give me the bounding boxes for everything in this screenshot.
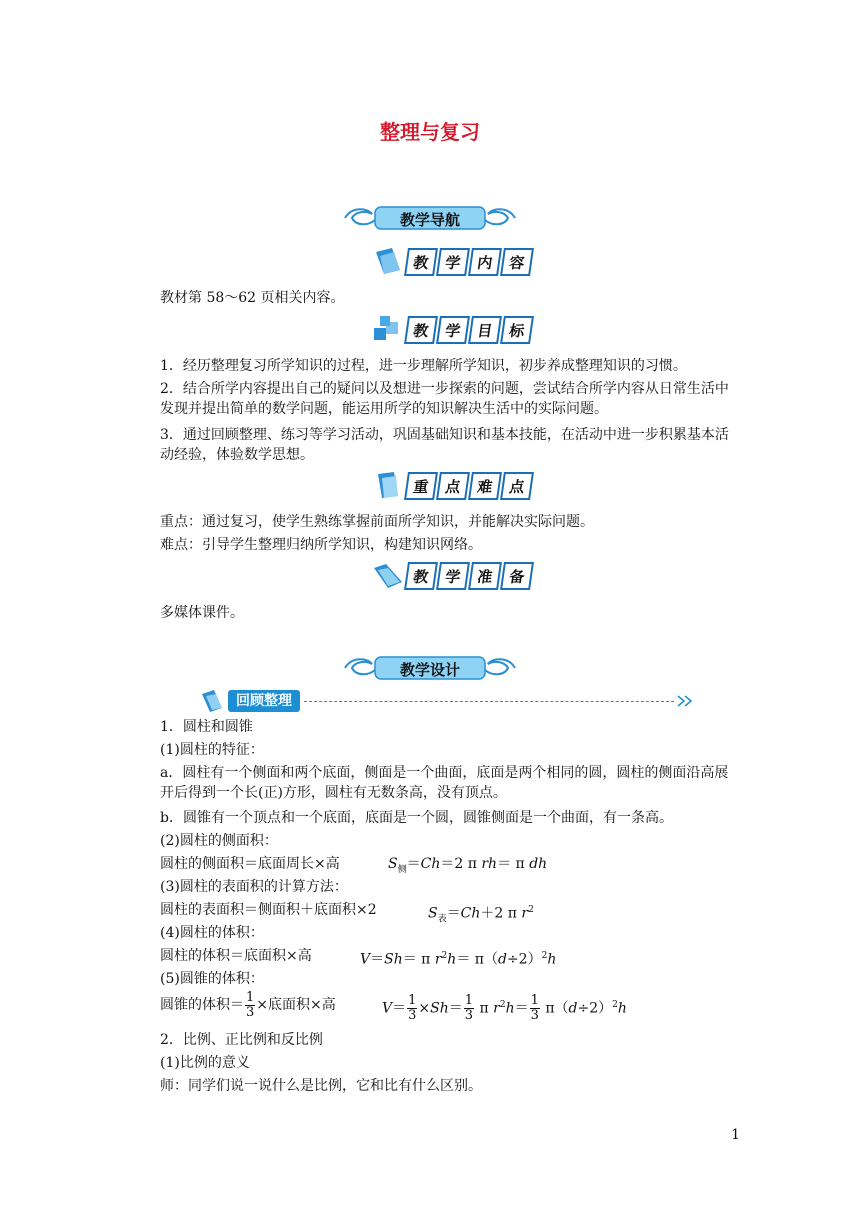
- cone-volume-prefix: 圆锥的体积＝: [160, 997, 244, 1013]
- review-a: a．圆柱有一个侧面和两个底面，侧面是一个曲面，底面是两个相同的圆，圆柱的侧面沿高展开后得到一个长(正)方形，圆柱有无数条高，没有顶点。: [160, 765, 729, 801]
- review-heading: [200, 690, 700, 716]
- double-chevron-icon: [676, 694, 696, 708]
- teacher-line: 师：同学们说一说什么是比例，它和比有什么区别。: [160, 1078, 482, 1094]
- prep-text: 多媒体课件。: [160, 605, 244, 621]
- keypoints-heading: [372, 470, 532, 506]
- review-s1: (1)圆柱的特征：: [160, 742, 264, 758]
- cylinder-volume-formula-text: 圆柱的体积＝底面积×高: [160, 948, 312, 964]
- keypoints-char: 重: [404, 472, 438, 500]
- keypoints-char: 点: [500, 472, 534, 500]
- content-char: 容: [500, 248, 534, 276]
- prep-heading: [372, 560, 532, 596]
- difficulty-text: 难点：引导学生整理归纳所学知识，构建知识网络。: [160, 537, 482, 553]
- surface-area-formula-math: $S_表=Ch+2$ π $r^2$: [428, 905, 534, 925]
- goal-item: 1．经历整理复习所学知识的过程，进一步理解所学知识，初步养成整理知识的习惯。: [160, 358, 687, 374]
- review-b: b．圆锥有一个顶点和一个底面，底面是一个圆，圆锥侧面是一个曲面，有一条高。: [160, 810, 673, 826]
- review-h1: 1．圆柱和圆锥: [160, 719, 253, 735]
- content-char: 内: [468, 248, 502, 276]
- goals-char: 学: [436, 316, 470, 344]
- review-h2: 2．比例、正比例和反比例: [160, 1032, 323, 1048]
- lateral-area-formula-math: $S_侧=Ch=2$ π rh＝ π dh: [388, 856, 548, 875]
- review-s6: (1)比例的意义: [160, 1055, 250, 1071]
- content-char: 教: [404, 248, 438, 276]
- design-banner: [0, 650, 860, 686]
- page-number: 1: [731, 1127, 740, 1143]
- content-text: 教材第 58～62 页相关内容。: [160, 290, 345, 306]
- review-s4: (4)圆柱的体积：: [160, 925, 264, 941]
- goals-char: 教: [404, 316, 438, 344]
- review-s5: (5)圆锥的体积：: [160, 971, 264, 987]
- fraction-numerator: 1: [246, 989, 255, 1005]
- page-title: 整理与复习: [380, 120, 480, 144]
- lateral-area-formula-text: 圆柱的侧面积＝底面周长×高: [160, 856, 340, 872]
- focus-text: 重点：通过复习，使学生熟练掌握前面所学知识，并能解决实际问题。: [160, 514, 594, 530]
- content-heading: [372, 246, 532, 282]
- prep-char: 备: [500, 562, 534, 590]
- fraction: [245, 991, 255, 1020]
- cone-volume-formula-text: [160, 990, 336, 1020]
- goal-item: 3．通过回顾整理、练习等学习活动，巩固基础知识和基本技能，在活动中进一步积累基本活动经验，体验数学思想。: [160, 427, 729, 463]
- cylinder-volume-formula-math: V＝Sh＝ π $r^2h= \pi(d\div 2)^2h$: [360, 951, 557, 968]
- surface-area-formula-text: 圆柱的表面积＝侧面积＋底面积×2: [160, 902, 377, 918]
- cone-volume-suffix: ×底面积×高: [256, 997, 336, 1013]
- goal-item: 2．结合所学内容提出自己的疑问以及想进一步探索的问题，尝试结合所学内容从日常生活中发现并提出简单的数学问题，能运用所学的知识解决生活中的实际问题。: [160, 381, 729, 417]
- prep-char: 准: [468, 562, 502, 590]
- review-icon: [200, 688, 226, 714]
- review-s3: (3)圆柱的表面积的计算方法：: [160, 879, 348, 895]
- design-banner-label: 教学设计: [399, 661, 460, 679]
- nav-banner: [0, 200, 860, 236]
- fraction-denominator: 3: [246, 1004, 255, 1020]
- keypoints-char: 点: [436, 472, 470, 500]
- goals-char: 目: [468, 316, 502, 344]
- prep-char: 教: [404, 562, 438, 590]
- dashed-divider: [304, 701, 674, 702]
- prep-char: 学: [436, 562, 470, 590]
- goals-char: 标: [500, 316, 534, 344]
- pages-icon: [372, 470, 404, 502]
- review-label: 回顾整理: [228, 690, 300, 712]
- book-icon: [372, 246, 404, 278]
- nav-banner-label: 教学导航: [399, 211, 460, 229]
- content-char: 学: [436, 248, 470, 276]
- cubes-icon: [372, 314, 404, 346]
- folder-icon: [372, 560, 404, 592]
- review-s2: (2)圆柱的侧面积：: [160, 833, 278, 849]
- cone-volume-formula-math: V＝ $\frac{1}{3}$ ×Sh＝ $\frac{1}{3}$ π $r^2h=$ $\frac{1}{3}$ $\pi(d\div 2)^2h$: [382, 993, 627, 1024]
- goals-heading: [372, 314, 532, 350]
- keypoints-char: 难: [468, 472, 502, 500]
